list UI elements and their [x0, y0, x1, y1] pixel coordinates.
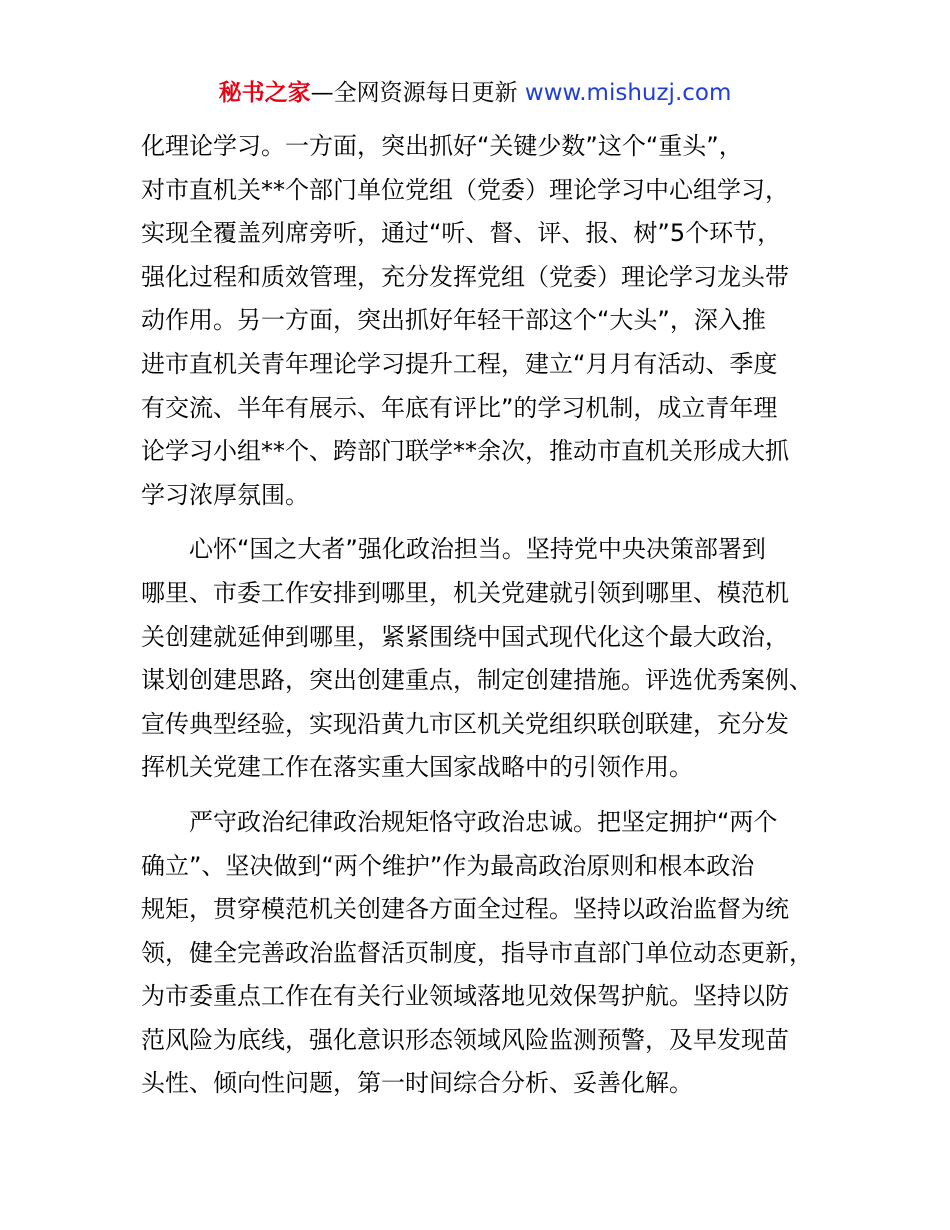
- text-line: 论学习小组**个、跨部门联学**余次，推动市直机关形成大抓: [141, 437, 789, 466]
- site-url: www.mishuzj.com: [524, 80, 732, 106]
- text-line: 宣传典型经验，实现沿黄九市区机关党组织联创联建，充分发: [141, 709, 789, 738]
- site-brand: 秘书之家: [218, 80, 311, 106]
- text-line: 学习浓厚氛围。: [141, 480, 309, 509]
- site-header: [0, 78, 950, 108]
- text-line: 实现全覆盖列席旁听，通过“听、督、评、报、树”5个环节，: [141, 219, 782, 248]
- document-body: [141, 125, 841, 1106]
- text-line: 严守政治纪律政治规矩恪守政治忠诚。把坚定拥护“两个: [189, 807, 778, 836]
- text-line: 挥机关党建工作在落实重大国家战略中的引领作用。: [141, 753, 693, 782]
- text-line: 进市直机关青年理论学习提升工程，建立“月月有活动、季度: [141, 349, 778, 378]
- text-line: 心怀“国之大者”强化政治担当。坚持党中央决策部署到: [189, 535, 766, 564]
- text-line: 谋划创建思路，突出创建重点，制定创建措施。评选优秀案例、: [141, 666, 813, 695]
- text-line: 哪里、市委工作安排到哪里，机关党建就引领到哪里、模范机: [141, 578, 789, 607]
- site-tagline: —全网资源每日更新: [310, 80, 525, 106]
- text-line: 对市直机关**个部门单位党组（党委）理论学习中心组学习，: [141, 175, 789, 204]
- paragraph-2: [141, 528, 841, 790]
- text-line: 为市委重点工作在有关行业领域落地见效保驾护航。坚持以防: [141, 982, 789, 1011]
- text-line: 化理论学习。一方面，突出抓好“关键少数”这个“重头”，: [141, 132, 743, 160]
- text-line: 动作用。另一方面，突出抓好年轻干部这个“大头”，深入推: [141, 306, 766, 335]
- text-line: 有交流、半年有展示、年底有评比”的学习机制，成立青年理: [141, 393, 778, 422]
- text-line: 规矩，贯穿模范机关创建各方面全过程。坚持以政治监督为统: [141, 895, 789, 924]
- text-line: 头性、倾向性问题，第一时间综合分析、妥善化解。: [141, 1069, 693, 1098]
- text-line: 范风险为底线，强化意识形态领域风险监测预警，及早发现苗: [141, 1025, 789, 1054]
- text-line: 领，健全完善政治监督活页制度，指导市直部门单位动态更新，: [141, 938, 813, 967]
- paragraph-3: [141, 801, 841, 1106]
- text-line: 关创建就延伸到哪里，紧紧围绕中国式现代化这个最大政治，: [141, 622, 789, 651]
- text-line: 强化过程和质效管理，充分发挥党组（党委）理论学习龙头带: [141, 262, 789, 291]
- text-line: 确立”、坚决做到“两个维护”作为最高政治原则和根本政治: [141, 851, 755, 880]
- paragraph-1: [141, 125, 841, 517]
